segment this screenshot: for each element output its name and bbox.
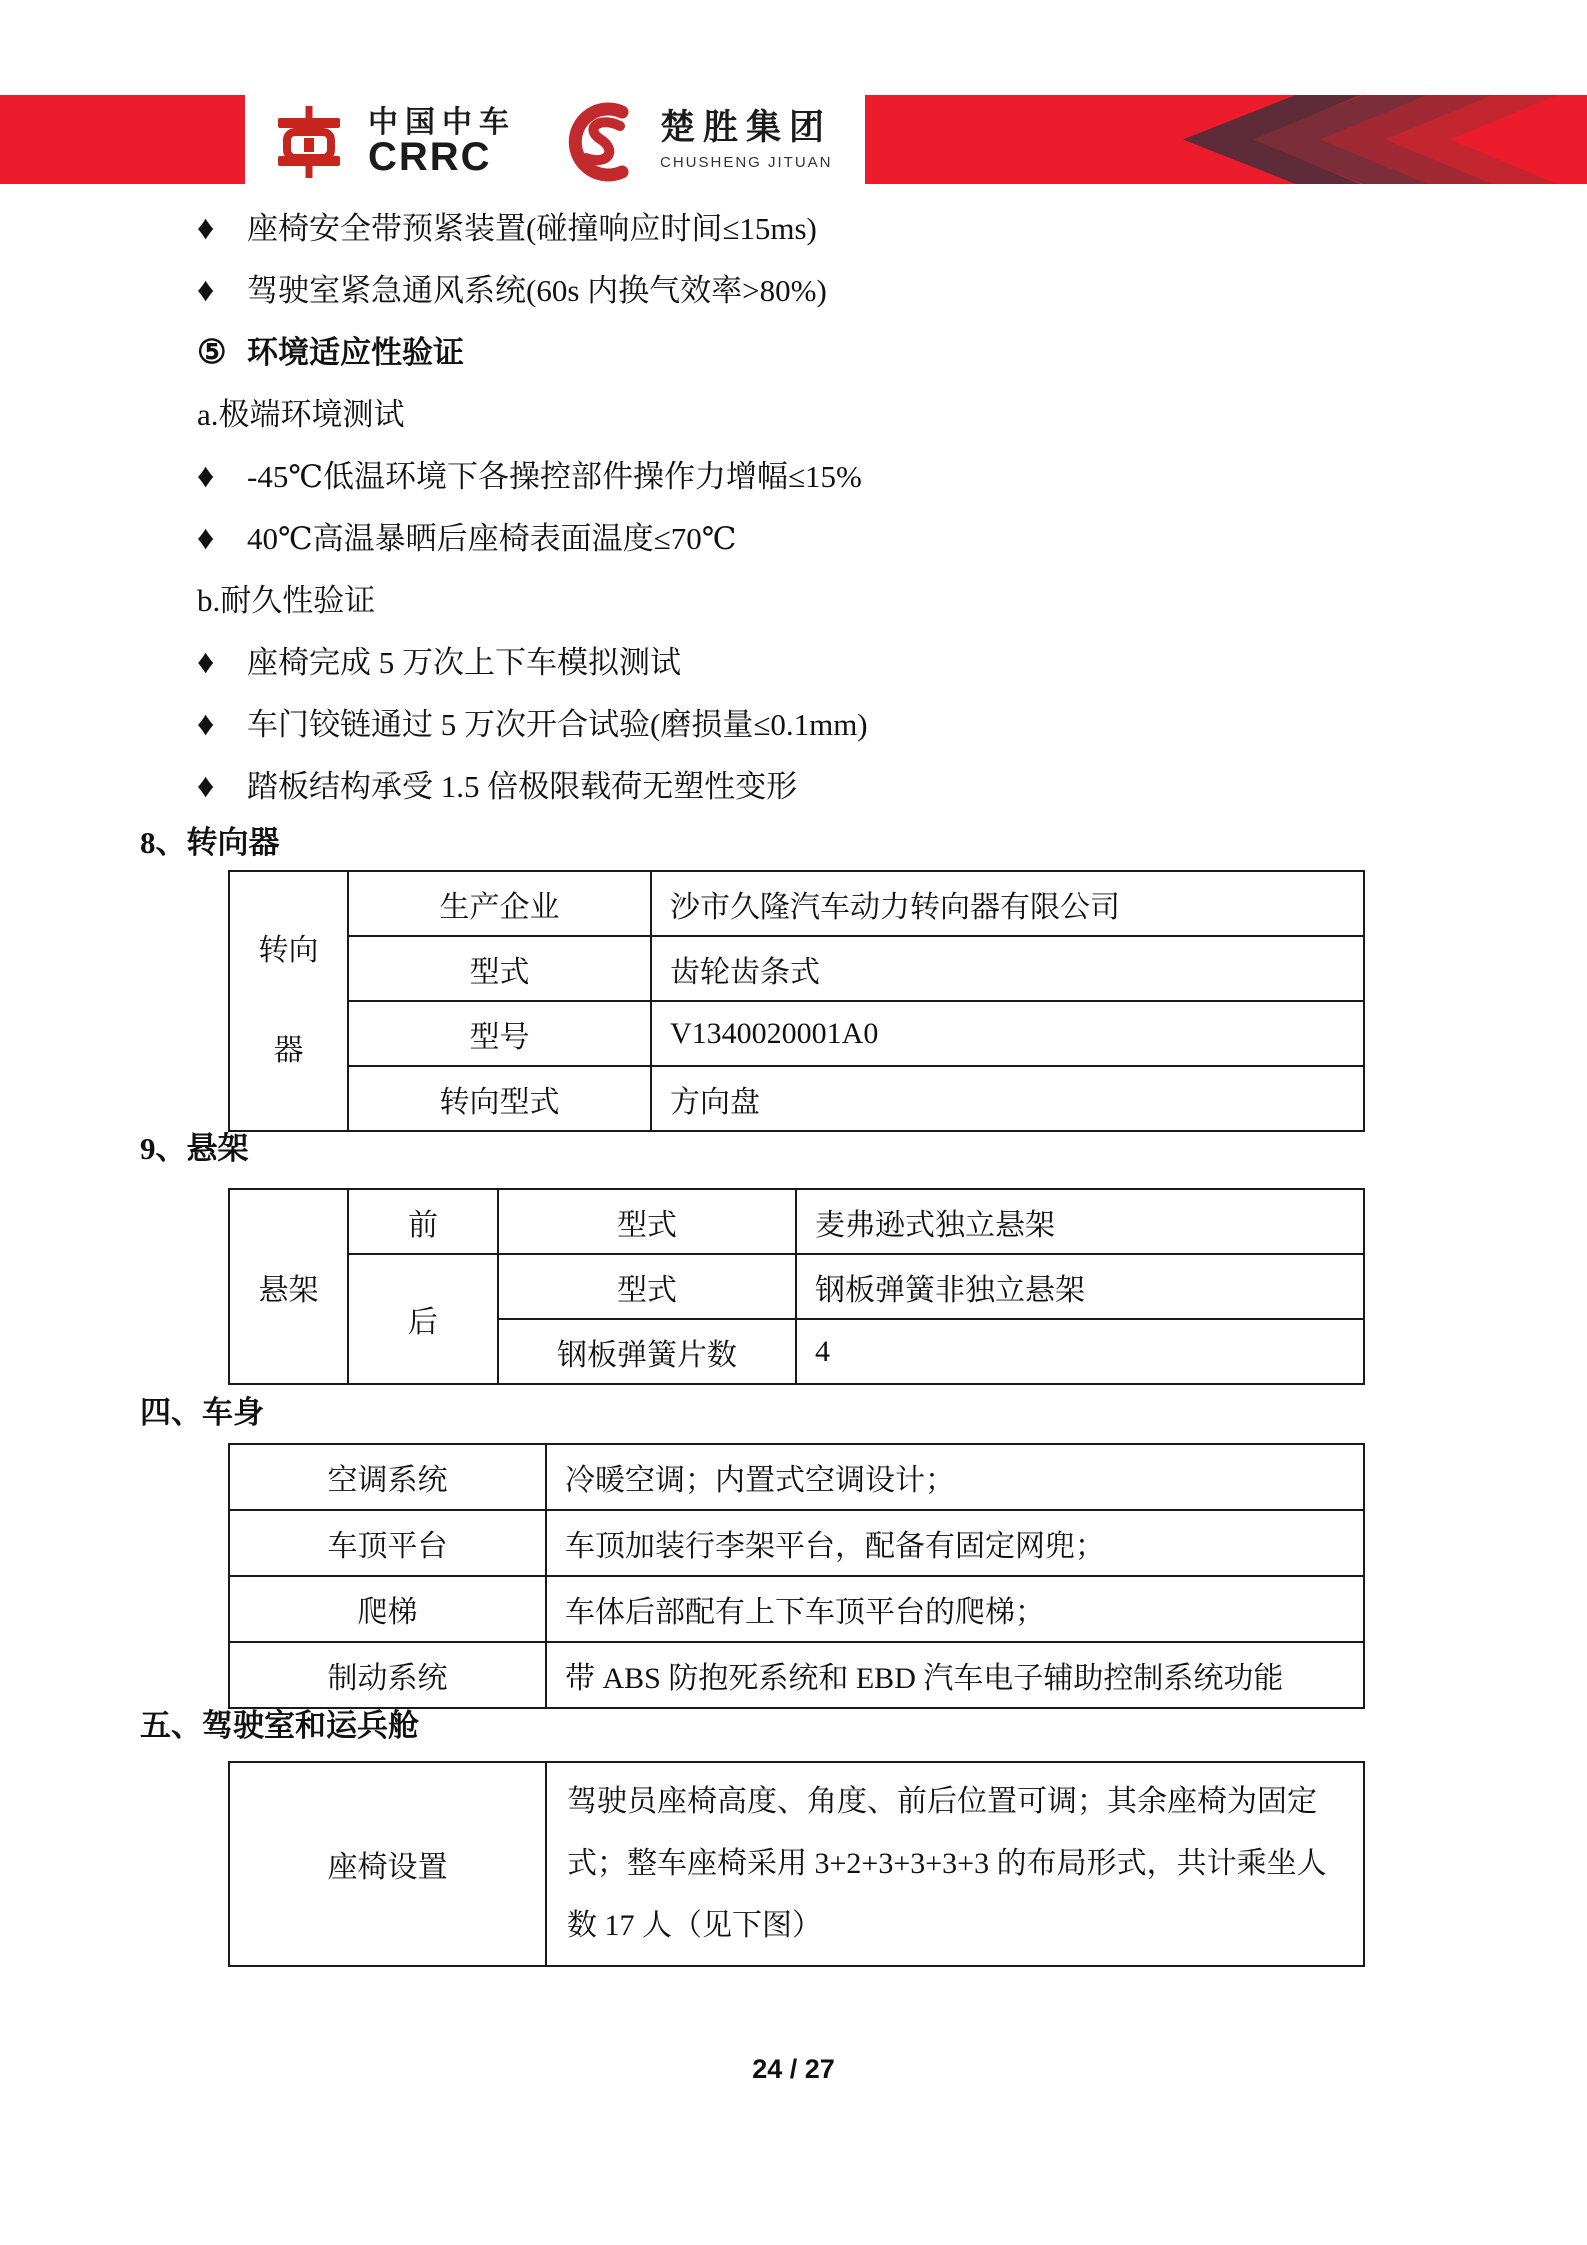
chusheng-name-cn: 楚胜集团 xyxy=(660,108,833,147)
row-label: 空调系统 xyxy=(229,1444,546,1510)
row-value: 沙市久隆汽车动力转向器有限公司 xyxy=(651,871,1364,936)
list-item-text: b.耐久性验证 xyxy=(197,583,376,618)
table-row xyxy=(229,1066,1364,1131)
rear-cell: 后 xyxy=(348,1254,498,1384)
row-value: 带 ABS 防抱死系统和 EBD 汽车电子辅助控制系统功能 xyxy=(546,1642,1364,1708)
suspension-group-cell: 悬架 xyxy=(229,1189,348,1384)
section-heading-body: 四、车身 xyxy=(140,1395,264,1430)
header-right-red-band xyxy=(865,95,1587,184)
crrc-name-en: CRRC xyxy=(368,135,492,179)
list-item xyxy=(197,579,1447,623)
row-label: 车顶平台 xyxy=(229,1510,546,1576)
section-heading-cabin: 五、驾驶室和运兵舱 xyxy=(140,1708,419,1743)
table-row xyxy=(229,1189,1364,1254)
diamond-bullet-icon: ♦ xyxy=(197,768,215,805)
list-item-text: 环境适应性验证 xyxy=(247,335,464,370)
suspension-table xyxy=(228,1188,1365,1385)
page-number: 24 / 27 xyxy=(752,2054,835,2084)
list-item xyxy=(197,765,1447,809)
table-row xyxy=(229,936,1364,1001)
list-item xyxy=(197,455,1447,499)
front-cell: 前 xyxy=(348,1189,498,1254)
list-item-text: 踏板结构承受 1.5 倍极限载荷无塑性变形 xyxy=(247,769,798,804)
crrc-name-cn: 中国中车 xyxy=(368,106,516,139)
row-value: 冷暖空调；内置式空调设计； xyxy=(546,1444,1364,1510)
table-row xyxy=(229,1762,1364,1966)
chusheng-name-en: CHUSHENG JITUAN xyxy=(660,154,833,171)
row-label: 制动系统 xyxy=(229,1642,546,1708)
row-label: 型式 xyxy=(348,936,651,1001)
circled-five-icon: ⑤ xyxy=(197,335,227,371)
list-item xyxy=(197,393,1447,437)
row-value: 齿轮齿条式 xyxy=(651,936,1364,1001)
chusheng-logo-icon xyxy=(556,102,646,182)
diamond-bullet-icon: ♦ xyxy=(197,520,215,557)
list-item-text: a.极端环境测试 xyxy=(197,397,405,432)
row-label: 座椅设置 xyxy=(229,1762,546,1966)
table-row xyxy=(229,1001,1364,1066)
table-row xyxy=(229,1510,1364,1576)
cabin-table xyxy=(228,1761,1365,1967)
table-row xyxy=(229,871,1364,936)
diamond-bullet-icon: ♦ xyxy=(197,210,215,247)
header-left-red-bar xyxy=(0,95,245,184)
diamond-bullet-icon: ♦ xyxy=(197,706,215,743)
list-item xyxy=(197,703,1447,747)
chusheng-wordmark xyxy=(660,108,833,172)
row-value: 方向盘 xyxy=(651,1066,1364,1131)
crrc-logo-icon xyxy=(272,106,346,178)
list-item-text: 座椅安全带预紧装置(碰撞响应时间≤15ms) xyxy=(247,211,817,246)
row-label: 钢板弹簧片数 xyxy=(498,1319,796,1384)
row-value: V1340020001A0 xyxy=(651,1001,1364,1066)
list-item-text: -45℃低温环境下各操控部件操作力增幅≤15% xyxy=(247,459,862,494)
diamond-bullet-icon: ♦ xyxy=(197,458,215,495)
diamond-bullet-icon: ♦ xyxy=(197,644,215,681)
row-label: 型号 xyxy=(348,1001,651,1066)
row-label: 生产企业 xyxy=(348,871,651,936)
crrc-wordmark xyxy=(368,106,516,179)
row-label: 型式 xyxy=(498,1189,796,1254)
row-value: 驾驶员座椅高度、角度、前后位置可调；其余座椅为固定式；整车座椅采用 3+2+3+3+3+3 的布局形式，共计乘坐人数 17 人（见下图） xyxy=(546,1762,1364,1966)
list-item xyxy=(197,517,1447,561)
row-label: 型式 xyxy=(498,1254,796,1319)
row-value: 麦弗逊式独立悬架 xyxy=(796,1189,1364,1254)
list-item xyxy=(197,331,1447,375)
list-item-text: 车门铰链通过 5 万次开合试验(磨损量≤0.1mm) xyxy=(247,707,868,742)
steering-table xyxy=(228,870,1365,1132)
row-label: 转向型式 xyxy=(348,1066,651,1131)
row-value: 车体后部配有上下车顶平台的爬梯； xyxy=(546,1576,1364,1642)
list-item-text: 驾驶室紧急通风系统(60s 内换气效率>80%) xyxy=(247,273,827,308)
list-item-text: 座椅完成 5 万次上下车模拟测试 xyxy=(247,645,681,680)
row-label: 爬梯 xyxy=(229,1576,546,1642)
list-item xyxy=(197,207,1447,251)
steering-group-label: 转向器 xyxy=(258,934,319,1067)
list-item xyxy=(197,269,1447,313)
section-heading-steering: 8、转向器 xyxy=(140,825,280,860)
row-value: 4 xyxy=(796,1319,1364,1384)
diamond-bullet-icon: ♦ xyxy=(197,272,215,309)
list-item xyxy=(197,641,1447,685)
body-table xyxy=(228,1443,1365,1709)
steering-group-cell xyxy=(229,871,348,1131)
table-row xyxy=(229,1642,1364,1708)
row-value: 钢板弹簧非独立悬架 xyxy=(796,1254,1364,1319)
list-item-text: 40℃高温暴晒后座椅表面温度≤70℃ xyxy=(247,521,737,556)
table-row xyxy=(229,1254,1364,1319)
table-row xyxy=(229,1576,1364,1642)
section-heading-suspension: 9、悬架 xyxy=(140,1131,249,1166)
table-row xyxy=(229,1444,1364,1510)
row-value: 车顶加装行李架平台，配备有固定网兜； xyxy=(546,1510,1364,1576)
